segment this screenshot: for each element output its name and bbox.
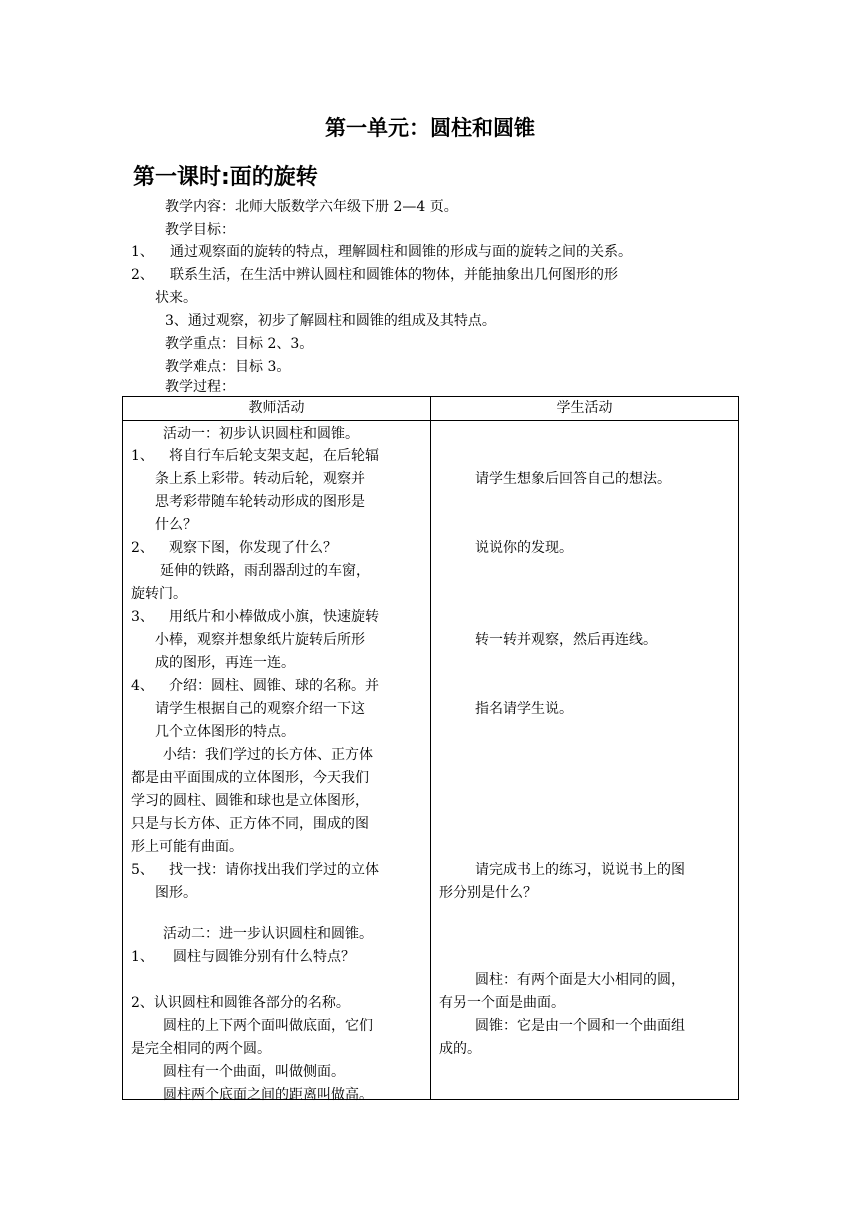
teacher-line: 活动二：进一步认识圆柱和圆锥。: [163, 926, 373, 942]
difficulty: 教学难点：目标 3。: [165, 359, 291, 375]
teacher-item-number: 1、: [131, 448, 154, 464]
teacher-line: 观察下图，你发现了什么？: [169, 540, 337, 556]
student-line: 请学生想象后回答自己的想法。: [475, 471, 671, 487]
teacher-item-number: 2、: [131, 540, 154, 556]
lesson-title: 第一课时:面的旋转: [133, 165, 318, 190]
student-line: 圆锥：它是由一个圆和一个曲面组: [475, 1018, 685, 1034]
teacher-line: 圆柱与圆锥分别有什么特点？: [173, 949, 355, 965]
table-row: [123, 421, 739, 1100]
teacher-line: 学习的圆柱、圆锥和球也是立体图形，: [131, 793, 369, 809]
student-cell: [431, 421, 739, 1100]
teacher-line: 条上系上彩带。转动后轮，观察并: [155, 471, 365, 487]
teacher-line: 延伸的铁路，雨刮器刮过的车窗，: [160, 563, 370, 579]
student-header: 学生活动: [431, 397, 739, 421]
teacher-line: 圆柱有一个曲面，叫做侧面。: [163, 1064, 345, 1080]
student-line: 说说你的发现。: [475, 540, 573, 556]
teacher-line: 什么？: [155, 517, 197, 533]
teacher-line: 只是与长方体、正方体不同，围成的图: [131, 816, 369, 832]
teacher-line: 活动一：初步认识圆柱和圆锥。: [163, 426, 359, 442]
goal-3-text: 3、通过观察，初步了解圆柱和圆锥的组成及其特点。: [165, 313, 496, 329]
teacher-line: 图形。: [155, 885, 197, 901]
teacher-line: 思考彩带随车轮转动形成的图形是: [155, 494, 365, 510]
teacher-line: 圆柱的上下两个面叫做底面，它们: [163, 1018, 373, 1034]
goal-1-text: 通过观察面的旋转的特点，理解圆柱和圆锥的形成与面的旋转之间的关系。: [170, 244, 632, 260]
student-line: 形分别是什么？: [439, 885, 537, 901]
student-line: 转一转并观察，然后再连线。: [475, 632, 657, 648]
student-line: 指名请学生说。: [475, 701, 573, 717]
teacher-line: 找一找：请你找出我们学过的立体: [169, 862, 379, 878]
teacher-header: 教师活动: [123, 397, 431, 421]
teacher-line: 是完全相同的两个圆。: [131, 1041, 271, 1057]
teacher-line: 小棒，观察并想象纸片旋转后所形: [155, 632, 365, 648]
goal-2-number: 2、: [131, 267, 154, 283]
teacher-cell: [123, 421, 431, 1103]
teacher-line: 小结：我们学过的长方体、正方体: [163, 747, 373, 763]
student-line: 成的。: [439, 1041, 481, 1057]
student-line: 有另一个面是曲面。: [439, 995, 565, 1011]
teacher-line: 旋转门。: [131, 586, 187, 602]
teacher-item-number: 5、: [131, 862, 154, 878]
table-header-row: [123, 397, 739, 421]
key-point: 教学重点：目标 2、3。: [165, 336, 314, 352]
teacher-line: 成的图形，再连一连。: [155, 655, 295, 671]
teacher-line: 介绍：圆柱、圆锥、球的名称。并: [169, 678, 379, 694]
goal-2-text-cont: 状来。: [155, 290, 197, 306]
teacher-item-number: 4、: [131, 678, 154, 694]
goal-1-number: 1、: [131, 244, 154, 260]
process-label: 教学过程：: [165, 379, 235, 395]
teacher-line: 都是由平面围成的立体图形，今天我们: [131, 770, 369, 786]
teacher-item-number: 3、: [131, 609, 154, 625]
teacher-line: 形上可能有曲面。: [131, 839, 243, 855]
teacher-line: 圆柱两个底面之间的距离叫做高。: [163, 1087, 373, 1103]
activity-table: [122, 396, 739, 1103]
student-line: 请完成书上的练习，说说书上的图: [475, 862, 685, 878]
teacher-line: 用纸片和小棒做成小旗，快速旋转: [169, 609, 379, 625]
goals-label: 教学目标：: [165, 222, 235, 238]
teacher-item-number: 1、: [131, 949, 154, 965]
student-line: 圆柱：有两个面是大小相同的圆，: [475, 972, 685, 988]
teacher-line: 将自行车后轮支架支起，在后轮辐: [169, 448, 379, 464]
teacher-line: 2、认识圆柱和圆锥各部分的名称。: [131, 995, 350, 1011]
teacher-line: 请学生根据自己的观察介绍一下这: [155, 701, 365, 717]
goal-2-text: 联系生活，在生活中辨认圆柱和圆锥体的物体，并能抽象出几何图形的形: [170, 267, 618, 283]
teacher-line: 几个立体图形的特点。: [155, 724, 295, 740]
unit-title: 第一单元：圆柱和圆锥: [325, 116, 535, 140]
teaching-content: 教学内容：北师大版数学六年级下册 2—4 页。: [165, 199, 458, 215]
